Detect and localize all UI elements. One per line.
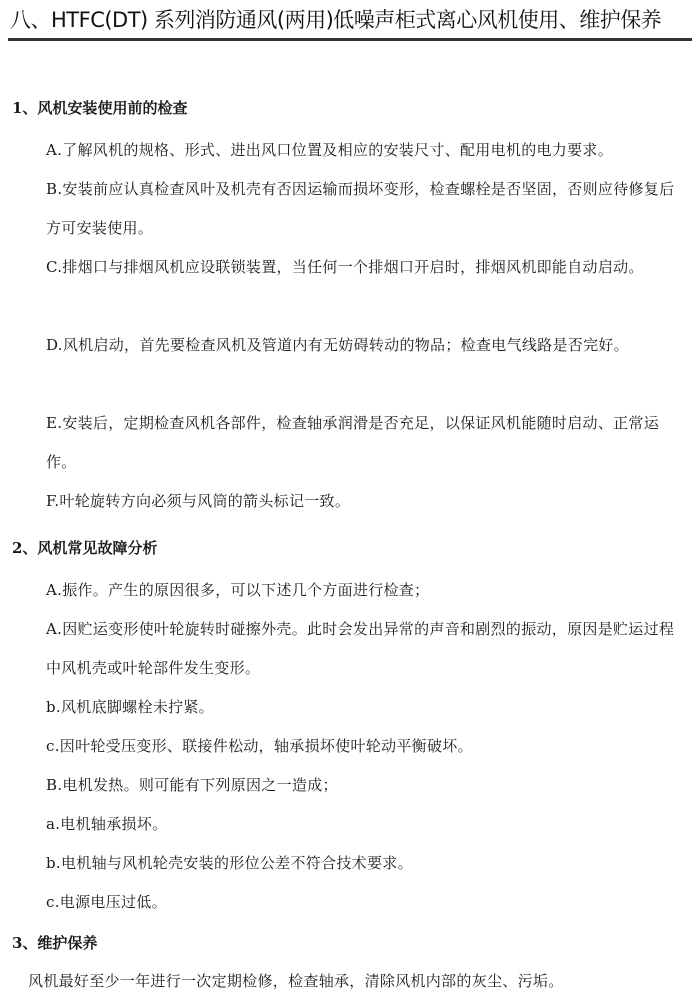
section-1-item-c: C.排烟口与排烟风机应设联锁装置，当任何一个排烟口开启时，排烟风机即能自动启动。 [46,258,644,276]
section-2-item-b: B.电机发热。则可能有下列原因之一造成； [46,776,338,794]
section-3-item: 风机最好至少一年进行一次定期检修，检查轴承，清除风机内部的灰尘、污垢。 [28,972,564,990]
section-1-item-e: E.安装后，定期检查风机各部件，检查轴承润滑是否充足，以保证风机能随时启动、正常运作。 [46,414,660,471]
section-2-item-c-lower: c.因叶轮受压变形、联接件松动，轴承损坏使叶轮动平衡破坏。 [46,737,473,755]
section-2-item-b-lower: b.风机底脚螺栓未拧紧。 [46,698,214,716]
section-1-item-b: B.安装前应认真检查风叶及机壳有否因运输而损坏变形，检查螺栓是否坚固，否则应待修复后方可安装使用。 [46,180,675,237]
section-2-item-a-motor: a.电机轴承损坏。 [46,815,168,833]
section-2-item-b-motor: b.电机轴与风机轮壳安装的形位公差不符合技术要求。 [46,854,413,872]
section-1-item-a: A.了解风机的规格、形式、进出风口位置及相应的安装尺寸、配用电机的电力要求。 [46,141,614,159]
section-2-item-c-motor: c.电源电压过低。 [46,893,167,911]
section-heading-1: 1、风机安装使用前的检查 [12,99,188,117]
section-1-item-f: F.叶轮旋转方向必须与风筒的箭头标记一致。 [46,492,351,510]
section-heading-2: 2、风机常见故障分析 [12,539,158,557]
section-2-item-a: A.振作。产生的原因很多，可以下述几个方面进行检查； [46,581,430,599]
section-2-item-a-detail: A.因贮运变形使叶轮旋转时碰擦外壳。此时会发出异常的声音和剧烈的振动，原因是贮运过程中风机壳或叶轮部件发生变形。 [46,620,675,677]
page-title: 八、HTFC(DT) 系列消防通风(两用)低噪声柜式离心风机使用、维护保养 [10,8,662,32]
section-heading-3: 3、维护保养 [12,934,98,952]
section-1-item-d: D.风机启动，首先要检查风机及管道内有无妨碍转动的物品；检查电气线路是否完好。 [46,336,629,354]
title-underline [8,38,692,41]
